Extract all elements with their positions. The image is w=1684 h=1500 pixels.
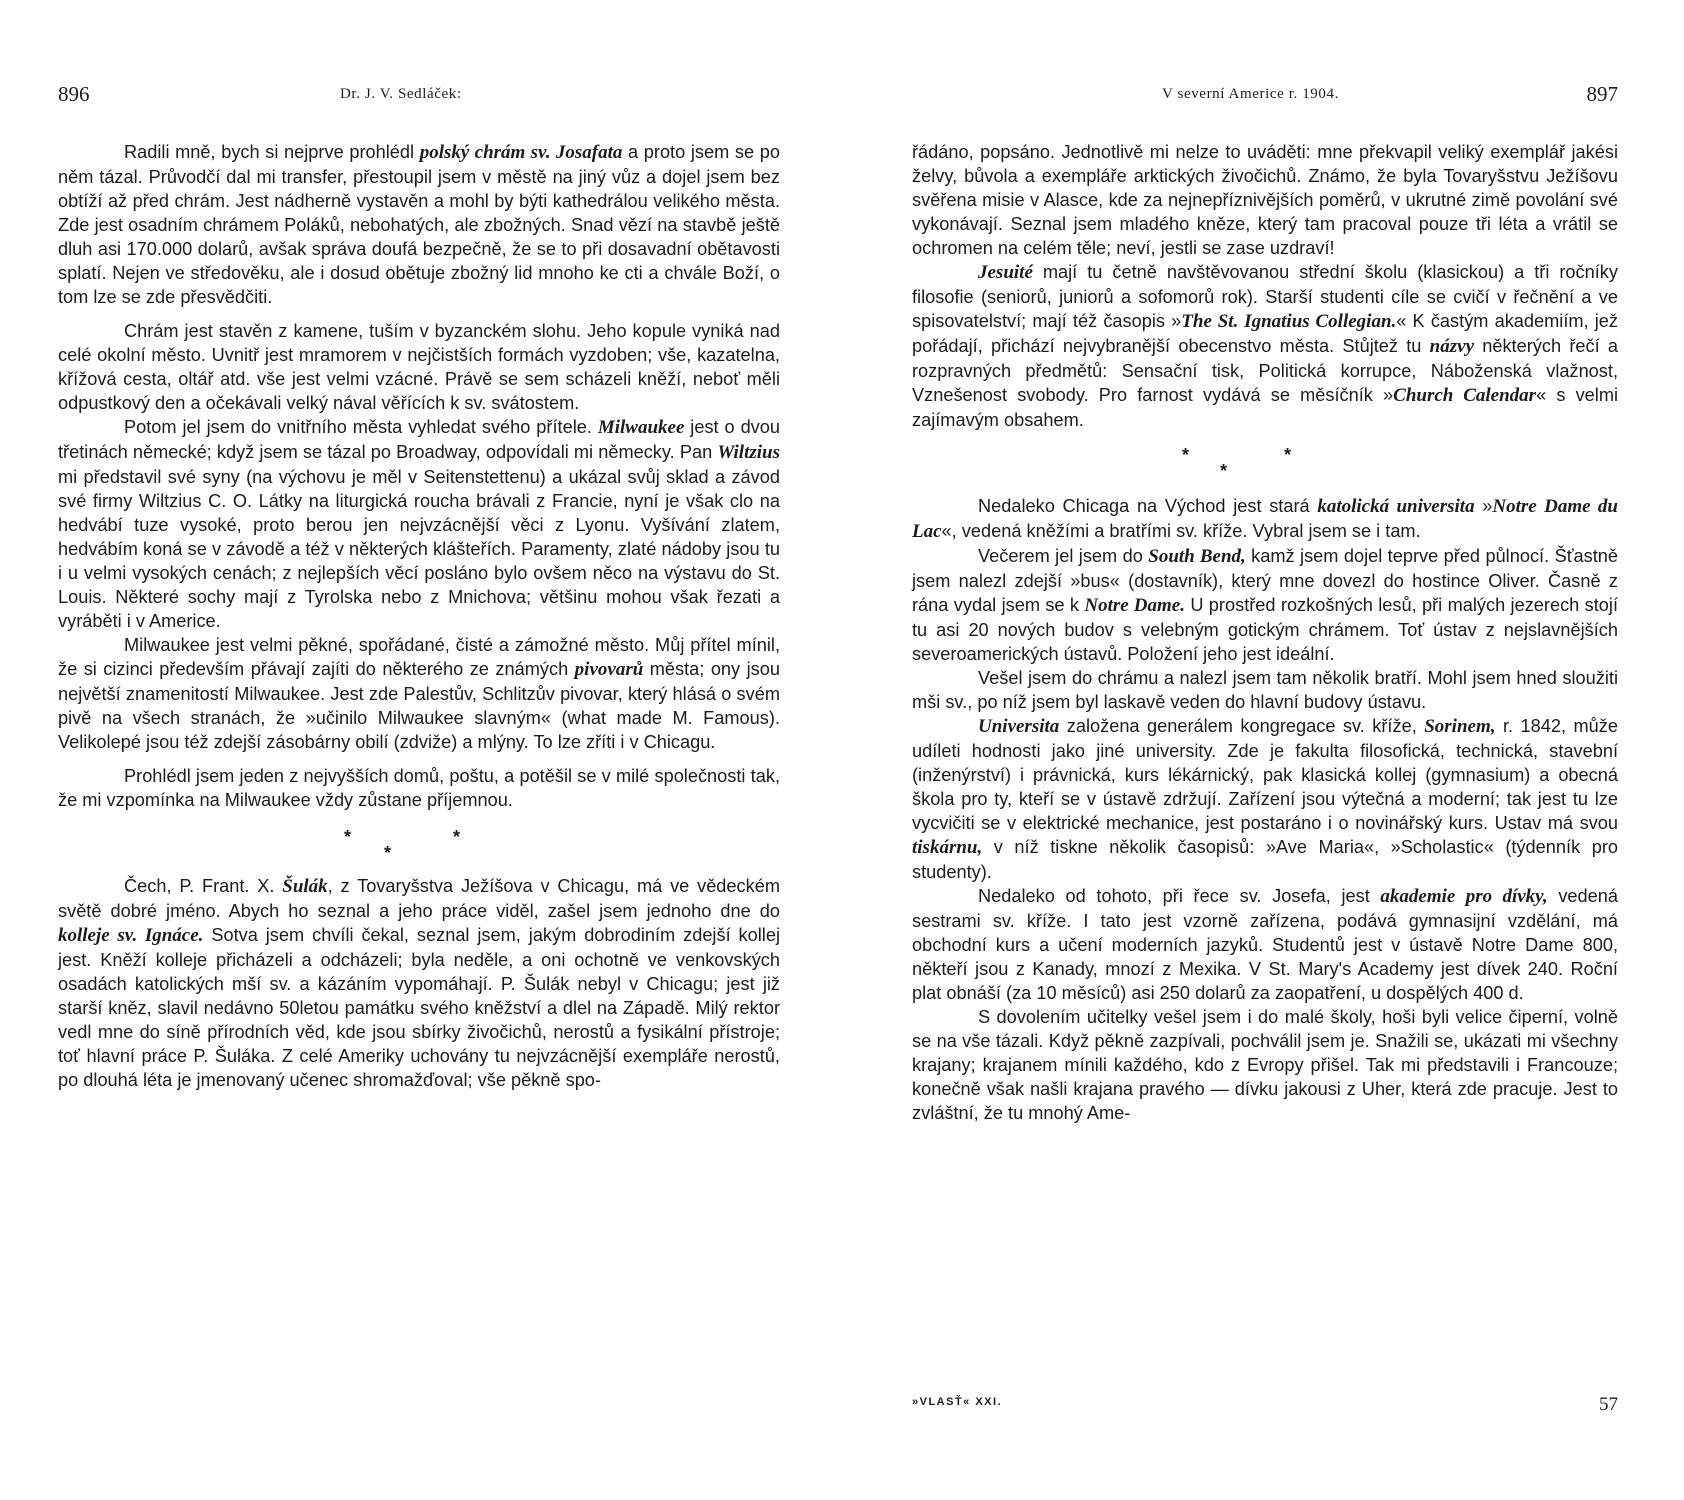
emphasis: názvy [1429, 336, 1474, 357]
separator-star: * [453, 827, 461, 847]
separator-star: * [384, 843, 392, 863]
paragraph [912, 714, 1618, 884]
right-page-body [912, 140, 1618, 1125]
paragraph-text: Radili mně, bych si nejprve prohlédl [124, 142, 420, 162]
emphasis: Šulák [282, 876, 328, 897]
emphasis: The St. Ignatius Collegian. [1181, 311, 1397, 332]
emphasis: Milwaukee [597, 417, 685, 438]
paragraph [58, 140, 780, 309]
right-page-header [912, 82, 1618, 112]
running-head: V severní Americe r. 1904. [1162, 86, 1339, 102]
paragraph-text: Čech, P. Frant. X. [124, 876, 283, 896]
emphasis: tiskárnu, [912, 837, 983, 858]
emphasis: pivovarů [574, 659, 644, 680]
left-page-body [58, 140, 780, 1092]
paragraph-text: « K častým akademiím, jež pořádají, přichází nejvybranější obecenstvo města. Stůjtež tu [912, 311, 1619, 356]
paragraph-text: kamž jsem dojel teprve před půlnocí. Šťastně jsem nalezl zdejší »bus« (dostavník), který mne dovezl do hostince Oliver. Časně z rána vydal jsem se k [912, 546, 1619, 615]
paragraph-text: některých řečí a rozpravných předmětů: Sensační tisk, Politická korrupce, Náboženská vlažnost, Vznešenost svobody. Pro farnost vydává se měsíčník » [912, 336, 1618, 405]
separator-star: * [1182, 445, 1190, 465]
emphasis: Notre Dame du Lac [912, 496, 1618, 542]
signature-mark: »VLASŤ« XXI. [912, 1396, 1003, 1408]
sheet-number: 57 [1599, 1394, 1618, 1415]
paragraph-text: « s velmi zajímavým obsahem. [912, 385, 1619, 430]
paragraph-text: mi představil své syny (na výchovu je měl v Seitenstettenu) a ukázal svůj sklad a závod své firmy Wiltzius C. O. Látky na liturgická roucha brávali z Francie, nyní je však clo na hedvábí tuze vysoké, proto berou jen nejvzácnější věci z Lyonu. Vyšívání zlatem, hedvábím koná se v závodě a též v některých klášteřích. Paramenty, zlaté nádoby jsou tu i u velmi vysokých cenách; z nejlepších věcí posláno bylo ovšem něco na výstavu do St. Louis. Některé sochy mají z Tyrolska nebo z Mnichova; většinu mohou však řezati a vyráběti i v Americe. [58, 467, 780, 631]
emphasis: akademie pro dívky, [1380, 886, 1548, 907]
section-separator [912, 438, 1618, 486]
running-head: Dr. J. V. Sedláček: [340, 86, 462, 102]
paragraph-text: «, vedená kněžími a bratřími sv. kříže. Vybral jsem se i tam. [941, 521, 1421, 541]
paragraph [58, 633, 780, 754]
paragraph-text: Večerem jel jsem do [978, 546, 1149, 566]
emphasis: Wiltzius [717, 442, 780, 463]
paragraph: Chrám jest stavěn z kamene, tuším v byzanckém slohu. Jeho kopule vyniká nad celé okolní město. Uvnitř jest mramorem v nejčistších formách vyzdoben; vše, kazatelna, křížová cesta, oltář atd. vše jest velmi vzácné. Právě se sem scházeli kněží, neboť měli odpustkový den a očekávali velký nával věřících k sv. svátostem. [58, 321, 780, 413]
paragraph [912, 884, 1618, 1005]
paragraph-text: , z Tovaryšstva Ježíšova v Chicagu, má ve vědeckém světě dobré jméno. Abych ho seznal a jeho práce viděl, zašel jsem jednoho dne do [58, 876, 780, 921]
emphasis: katolická universita [1317, 496, 1475, 517]
paragraph-text: U prostřed rozkošných lesů, při malých jezerech stojí tu asi 20 nových budov s velebným gotickým chrámem. Toť ústav z nejslavnějších severoamerických ústavů. Položení jeho jest ideální. [912, 595, 1619, 664]
page-number: 897 [1586, 82, 1618, 106]
paragraph-text: a proto jsem se po něm tázal. Průvodčí dal mi transfer, přestoupil jsem v městě na jiný vůz a dojel jsem bez obtíží až před chrám. Jest nádherně vystavěn a mohl by býti kathedrálou velikého města. Zde jest osadním chrámem Poláků, nebohatých, ale zbožných. Snad vězí na stavbě ještě dluh asi 170.000 dolarů, avšak správa doufá bezpečně, že se to při dosavadní obětavosti splatí. Nejen ve středověku, ale i dosud obětuje zbožný lid mnoho ke cti a chvále Boží, o tom lze se zde přesvědčiti. [58, 142, 780, 307]
right-page [912, 0, 1618, 1500]
paragraph-text: mají tu četně navštěvovanou střední školu (klasickou) a tři ročníky filosofie (seniorů, juniorů a sofomorů rok). Starší studenti cíle se cvičí v řečnění a ve spisovatelství; mají též časopis » [912, 262, 1618, 331]
paragraph-text: Sotva jsem chvíli čekal, seznal jsem, jakým dobrodiním zdejší kollej jest. Kněží kolleje přicházeli a odcházeli; byla neděle, a oni ochotně ve venkovských osadách katolických mší sv. a kázáním vypomáhají. P. Šulák nebyl v Chicagu; jest již starší kněz, slavil nedávno 50letou památku svého kněžství a dlel na Západě. Milý rektor vedl mne do síně přírodních věd, kde jsou sbírky živočichů, nerostů a fysikální přístroje; toť hlavní práce P. Šuláka. Z celé Ameriky uchovány tu nejvzácnější exempláře nerostů, po dlouhá léta je jmenovaný učenec shromažďoval; vše pěkně spo- [58, 925, 780, 1090]
left-page [58, 0, 780, 1500]
paragraph: S dovolením učitelky vešel jsem i do malé školy, hoši byli velice čiperní, volně se na vše tázali. Když pěkně zazpívali, pochválil jsem je. Snažili se, ukázati mi všechny krajany; krajanem mínili každého, kdo z Evropy přišel. Tak mi představili i Francouze; konečně však našli krajana pravého — dívku jakousi z Uher, která zde pracuje. Jest to zvláštní, že tu mnohý Ame- [912, 1007, 1618, 1123]
separator-star: * [1284, 445, 1292, 465]
paragraph-text: vedená sestrami sv. kříže. I tato jest vzorně zařízena, podává gymnasijní vzdělání, má obchodní kurs a učení moderních jazyků. Studentů jest v ústavě Notre Dame 800, někteří jsou z Kanady, mnozí z Mexika. V St. Mary's Academy jest dívek 240. Roční plat obnáší (za 10 měsíců) asi 250 dolarů za zaopatření, u dospělých 400 d. [912, 886, 1618, 1003]
paragraph [58, 874, 780, 1092]
separator-star: * [1220, 461, 1228, 481]
emphasis: Sorinem, [1424, 716, 1496, 737]
emphasis: South Bend, [1148, 546, 1246, 567]
emphasis: Universita [978, 716, 1060, 737]
paragraph-text: v níž tiskne několik časopisů: »Ave Maria«, »Scholastic« (týdenník pro studenty). [912, 837, 1618, 882]
paragraph: Prohlédl jsem jeden z nejvyšších domů, poštu, a potěšil se v milé společnosti tak, že mi vzpomínka na Milwaukee vždy zůstane příjemnou. [58, 766, 780, 810]
paragraph [912, 544, 1618, 666]
emphasis: Jesuité [978, 262, 1033, 283]
left-page-header [58, 82, 780, 112]
paragraph-text: Potom jel jsem do vnitřního města vyhledat svého přítele. [124, 417, 598, 437]
page-number: 896 [58, 82, 90, 106]
paragraph-text: » [1474, 496, 1493, 516]
paragraph-text: města; ony jsou největší znamenitostí Milwaukee. Jest zde Palestův, Schlitzův pivovar, který hlásá o svém pivě na všech stranách, že »učinilo Milwaukee slavným« (what made M. Famous). Velikolepé jsou též zdejší zásobárny obilí (zdviže) a mlýny. To lze zříti i v Chicagu. [58, 659, 780, 752]
paragraph-text: Nedaleko Chicaga na Východ jest stará [978, 496, 1318, 516]
paragraph-text: Nedaleko od tohoto, při řece sv. Josefa, jest [978, 886, 1381, 906]
paragraph-text: r. 1842, může udíleti hodnosti jako jiné university. Zde je fakulta filosofická, technická, stavební (inženýrství) i právnická, kurs lékárnický, pak klasická kollej (gymnasium) a obecná škola pro ty, kteří se v ústavě zdržují. Zařízení jsou výtečná a moderní; tak jest tu lze vycvičiti se v elektrické mechanice, jest postaráno i o novinářský kurs. Ustav má svou [912, 716, 1618, 833]
paragraph: Vešel jsem do chrámu a nalezl jsem tam několik bratří. Mohl jsem hned sloužiti mši sv., po níž jsem byl laskavě veden do hlavní budovy ústavu. [912, 668, 1618, 712]
section-separator [58, 818, 780, 866]
paragraph [912, 260, 1618, 432]
right-page-footer [912, 1394, 1618, 1420]
paragraph [912, 494, 1618, 544]
emphasis: polský chrám sv. Josafata [419, 142, 623, 163]
emphasis: Church Calendar [1393, 385, 1537, 406]
paragraph-text: Milwaukee jest velmi pěkné, spořádané, čisté a zámožné město. Můj přítel mínil, že si cizinci především přávají zajíti do některého ze známých [58, 635, 780, 679]
paragraph [58, 415, 780, 633]
emphasis: kolleje sv. Ignáce. [58, 925, 204, 946]
paragraph: řádáno, popsáno. Jednotlivě mi nelze to uváděti: mne překvapil veliký exemplář jakési želvy, bůvola a exempláře arktických živočichů. Známo, že byla Tovaryšstvu Ježíšovu svěřena misie v Alasce, kde za nejnepříznivějších poměrů, v ukrutné zimě povolání své vykonávají. Seznal jsem mladého kněze, který tam pracoval pouze tři léta a vrátil se ochromen na celém těle; neví, jestli se zase uzdraví! [912, 142, 1618, 258]
emphasis: Notre Dame. [1084, 595, 1185, 616]
separator-star: * [344, 827, 352, 847]
paragraph-text: jest o dvou třetinách německé; když jsem se tázal po Broadway, odpovídali mi německy. Pan [58, 417, 781, 462]
paragraph-text: založena generálem kongregace sv. kříže, [1059, 716, 1425, 736]
